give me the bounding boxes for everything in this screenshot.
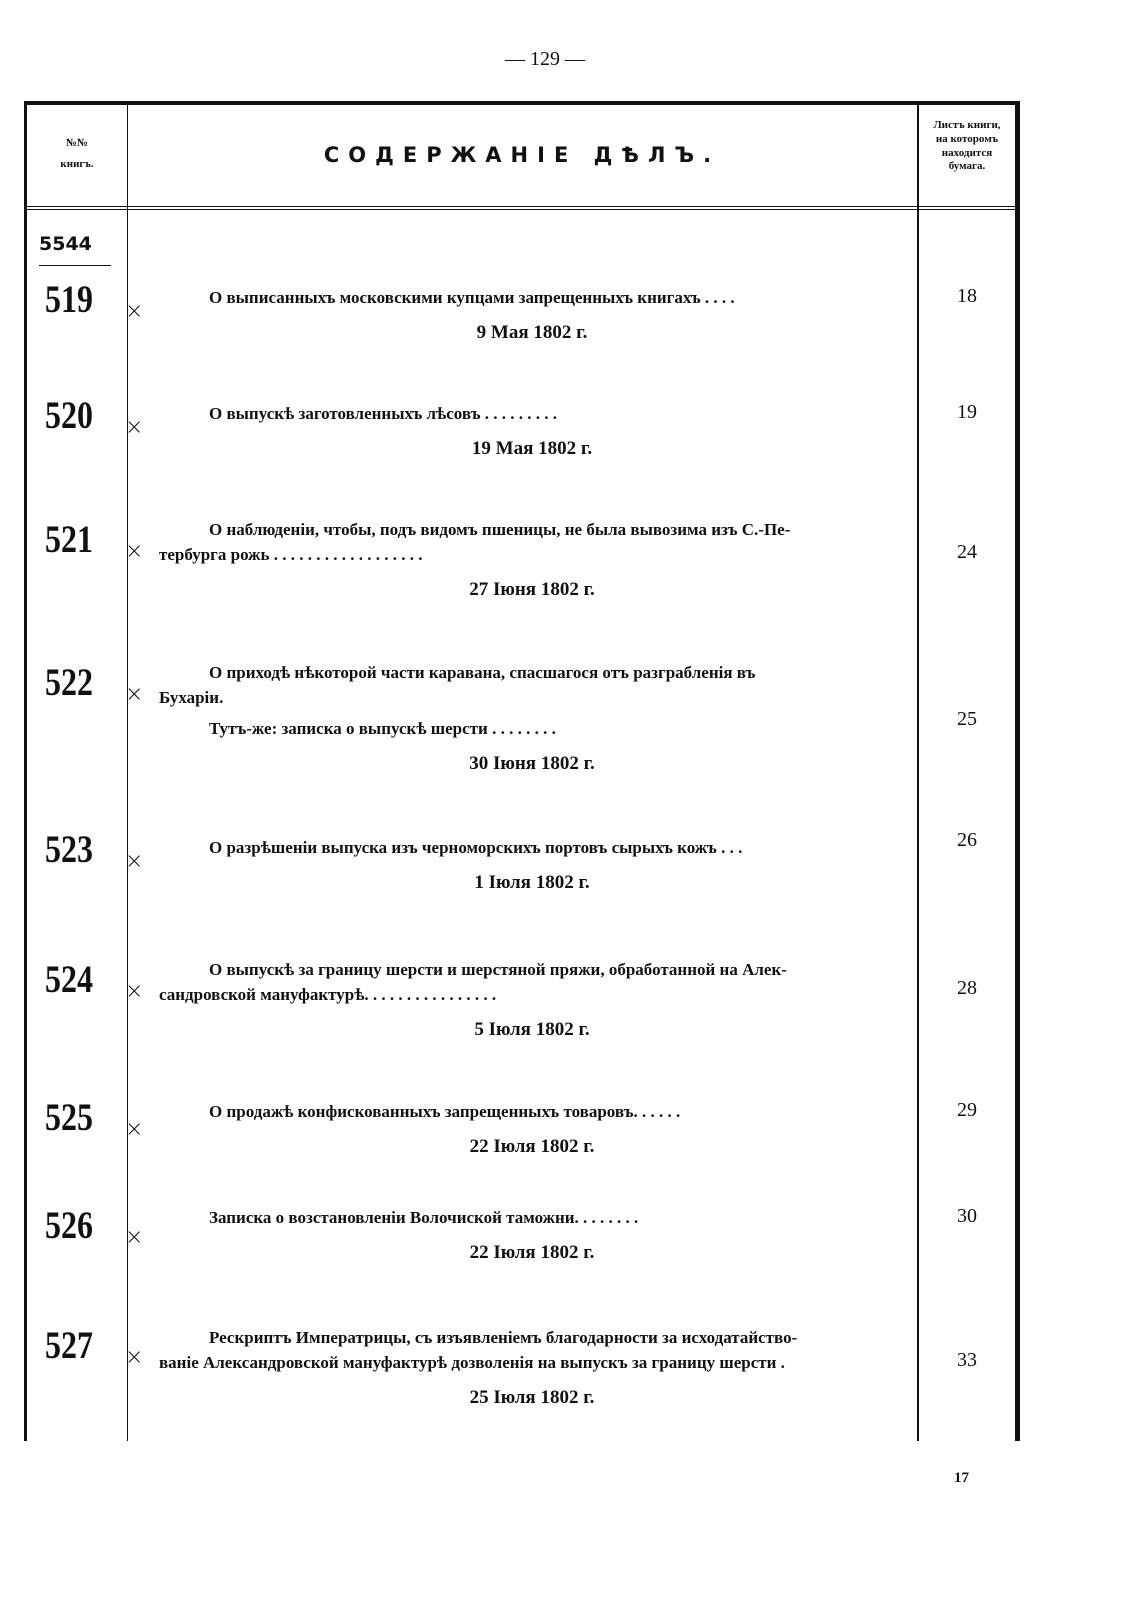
entry-description: [159, 401, 905, 461]
entry-text-line1: О выпускѣ за границу шерсти и шерстяной пряжи, обработанной на Алек-: [209, 960, 787, 979]
entry-date: 25 Іюля 1802 г.: [469, 1387, 595, 1408]
header-book-number-line2: книгъ.: [60, 157, 94, 170]
header-rule-double: [27, 209, 1015, 210]
cross-mark-icon: ×: [125, 682, 144, 707]
entry-text: О выписанныхъ московскими купцами запрещенныхъ книгахъ . . . .: [209, 288, 735, 307]
entry-sheet: 29: [957, 1099, 977, 1121]
book-number: 5544: [39, 233, 92, 255]
entry-sheet: 19: [957, 401, 977, 423]
entry-text-line1: О наблюденіи, чтобы, подъ видомъ пшеницы, не была вывозима изъ С.-Пе-: [209, 520, 791, 539]
entry-sheet: 24: [957, 541, 977, 563]
entry-text-line2: тербурга рожь . . . . . . . . . . . . . . . . . .: [159, 545, 423, 564]
entry-description: [159, 660, 905, 776]
header-sheet-line2: на которомъ: [935, 132, 999, 145]
entry-date: 22 Іюля 1802 г.: [469, 1242, 595, 1263]
entry-number: 523: [45, 828, 93, 871]
entry-number: 520: [45, 394, 93, 437]
entry-date: 5 Іюля 1802 г.: [474, 1019, 590, 1040]
entry-number: 524: [45, 958, 93, 1001]
header-contents-title: СОДЕРЖАНІЕ ДѢЛЪ.: [323, 143, 721, 167]
entry-description: [159, 835, 905, 895]
entry-date: 30 Іюня 1802 г.: [469, 753, 595, 774]
entry-text: О выпускѣ заготовленныхъ лѣсовъ . . . . . . . . .: [209, 404, 558, 423]
entry-date: 9 Мая 1802 г.: [476, 322, 588, 343]
entry-number: 526: [45, 1204, 93, 1247]
entry-text-line2: Бухаріи.: [159, 688, 224, 707]
header-sheet-line3: находится: [941, 146, 993, 159]
entry-description: [159, 1205, 905, 1265]
entry-sheet: 26: [957, 829, 977, 851]
entry-date: 19 Мая 1802 г.: [471, 438, 593, 459]
header-sheet-line1: Листъ книги,: [933, 119, 1001, 131]
entry-description: [159, 1099, 905, 1159]
entry-text-line2: сандровской мануфактурѣ. . . . . . . . . . . . . . . .: [159, 985, 497, 1004]
entry-sheet: 18: [957, 285, 977, 307]
entry-sheet: 33: [957, 1349, 977, 1371]
entry-description: [159, 957, 905, 1042]
entry-text-line2: ваніе Александровской мануфактурѣ дозволенія на выпускъ за границу шерсти .: [159, 1353, 785, 1372]
header-book-number-line1: №№: [65, 137, 89, 149]
entry-sheet: 28: [957, 977, 977, 999]
entry-number: 521: [45, 518, 93, 561]
header-sheet: [919, 119, 1015, 174]
page-number: — 129 —: [505, 48, 585, 70]
book-number-rule: [39, 265, 111, 266]
entry-date: 27 Іюня 1802 г.: [469, 579, 595, 600]
entry-date: 22 Іюля 1802 г.: [469, 1136, 595, 1157]
header-rule: [27, 206, 1015, 207]
entry-number: 525: [45, 1096, 93, 1139]
entry-text-line1: О приходѣ нѣкоторой части каравана, спасшагося отъ разграбленія въ: [209, 663, 756, 682]
entry-sheet: 25: [957, 708, 977, 730]
cross-mark-icon: ×: [125, 849, 144, 874]
entry-text: О продажѣ конфискованныхъ запрещенныхъ товаровъ. . . . . .: [209, 1102, 681, 1121]
header-sheet-line4: бумага.: [948, 160, 986, 173]
entry-text: О разрѣшеніи выпуска изъ черноморскихъ портовъ сырыхъ кожъ . . .: [209, 838, 743, 857]
entry-description: [159, 1325, 905, 1410]
cross-mark-icon: ×: [125, 539, 144, 564]
entry-text-line1: Рескриптъ Императрицы, съ изъявленіемъ благодарности за исходатайство-: [209, 1328, 798, 1347]
entry-date: 1 Іюля 1802 г.: [474, 872, 590, 893]
entry-text: Записка о возстановленіи Волочиской таможни. . . . . . . .: [209, 1208, 639, 1227]
entry-text-line3: Тутъ-же: записка о выпускѣ шерсти . . . . . . . .: [209, 719, 556, 738]
cross-mark-icon: ×: [125, 1117, 144, 1142]
cross-mark-icon: ×: [125, 415, 144, 440]
entry-number: 519: [45, 278, 93, 321]
cross-mark-icon: ×: [125, 299, 144, 324]
signature-mark: 17: [954, 1470, 969, 1486]
cross-mark-icon: ×: [125, 1225, 144, 1250]
entry-description: [159, 517, 905, 602]
catalog-table: [24, 101, 1020, 1441]
cross-mark-icon: ×: [125, 979, 144, 1004]
cross-mark-icon: ×: [125, 1345, 144, 1370]
entry-number: 527: [45, 1324, 93, 1367]
entry-number: 522: [45, 661, 93, 704]
entry-description: [159, 285, 905, 345]
header-book-number: [27, 133, 127, 175]
entry-sheet: 30: [957, 1205, 977, 1227]
